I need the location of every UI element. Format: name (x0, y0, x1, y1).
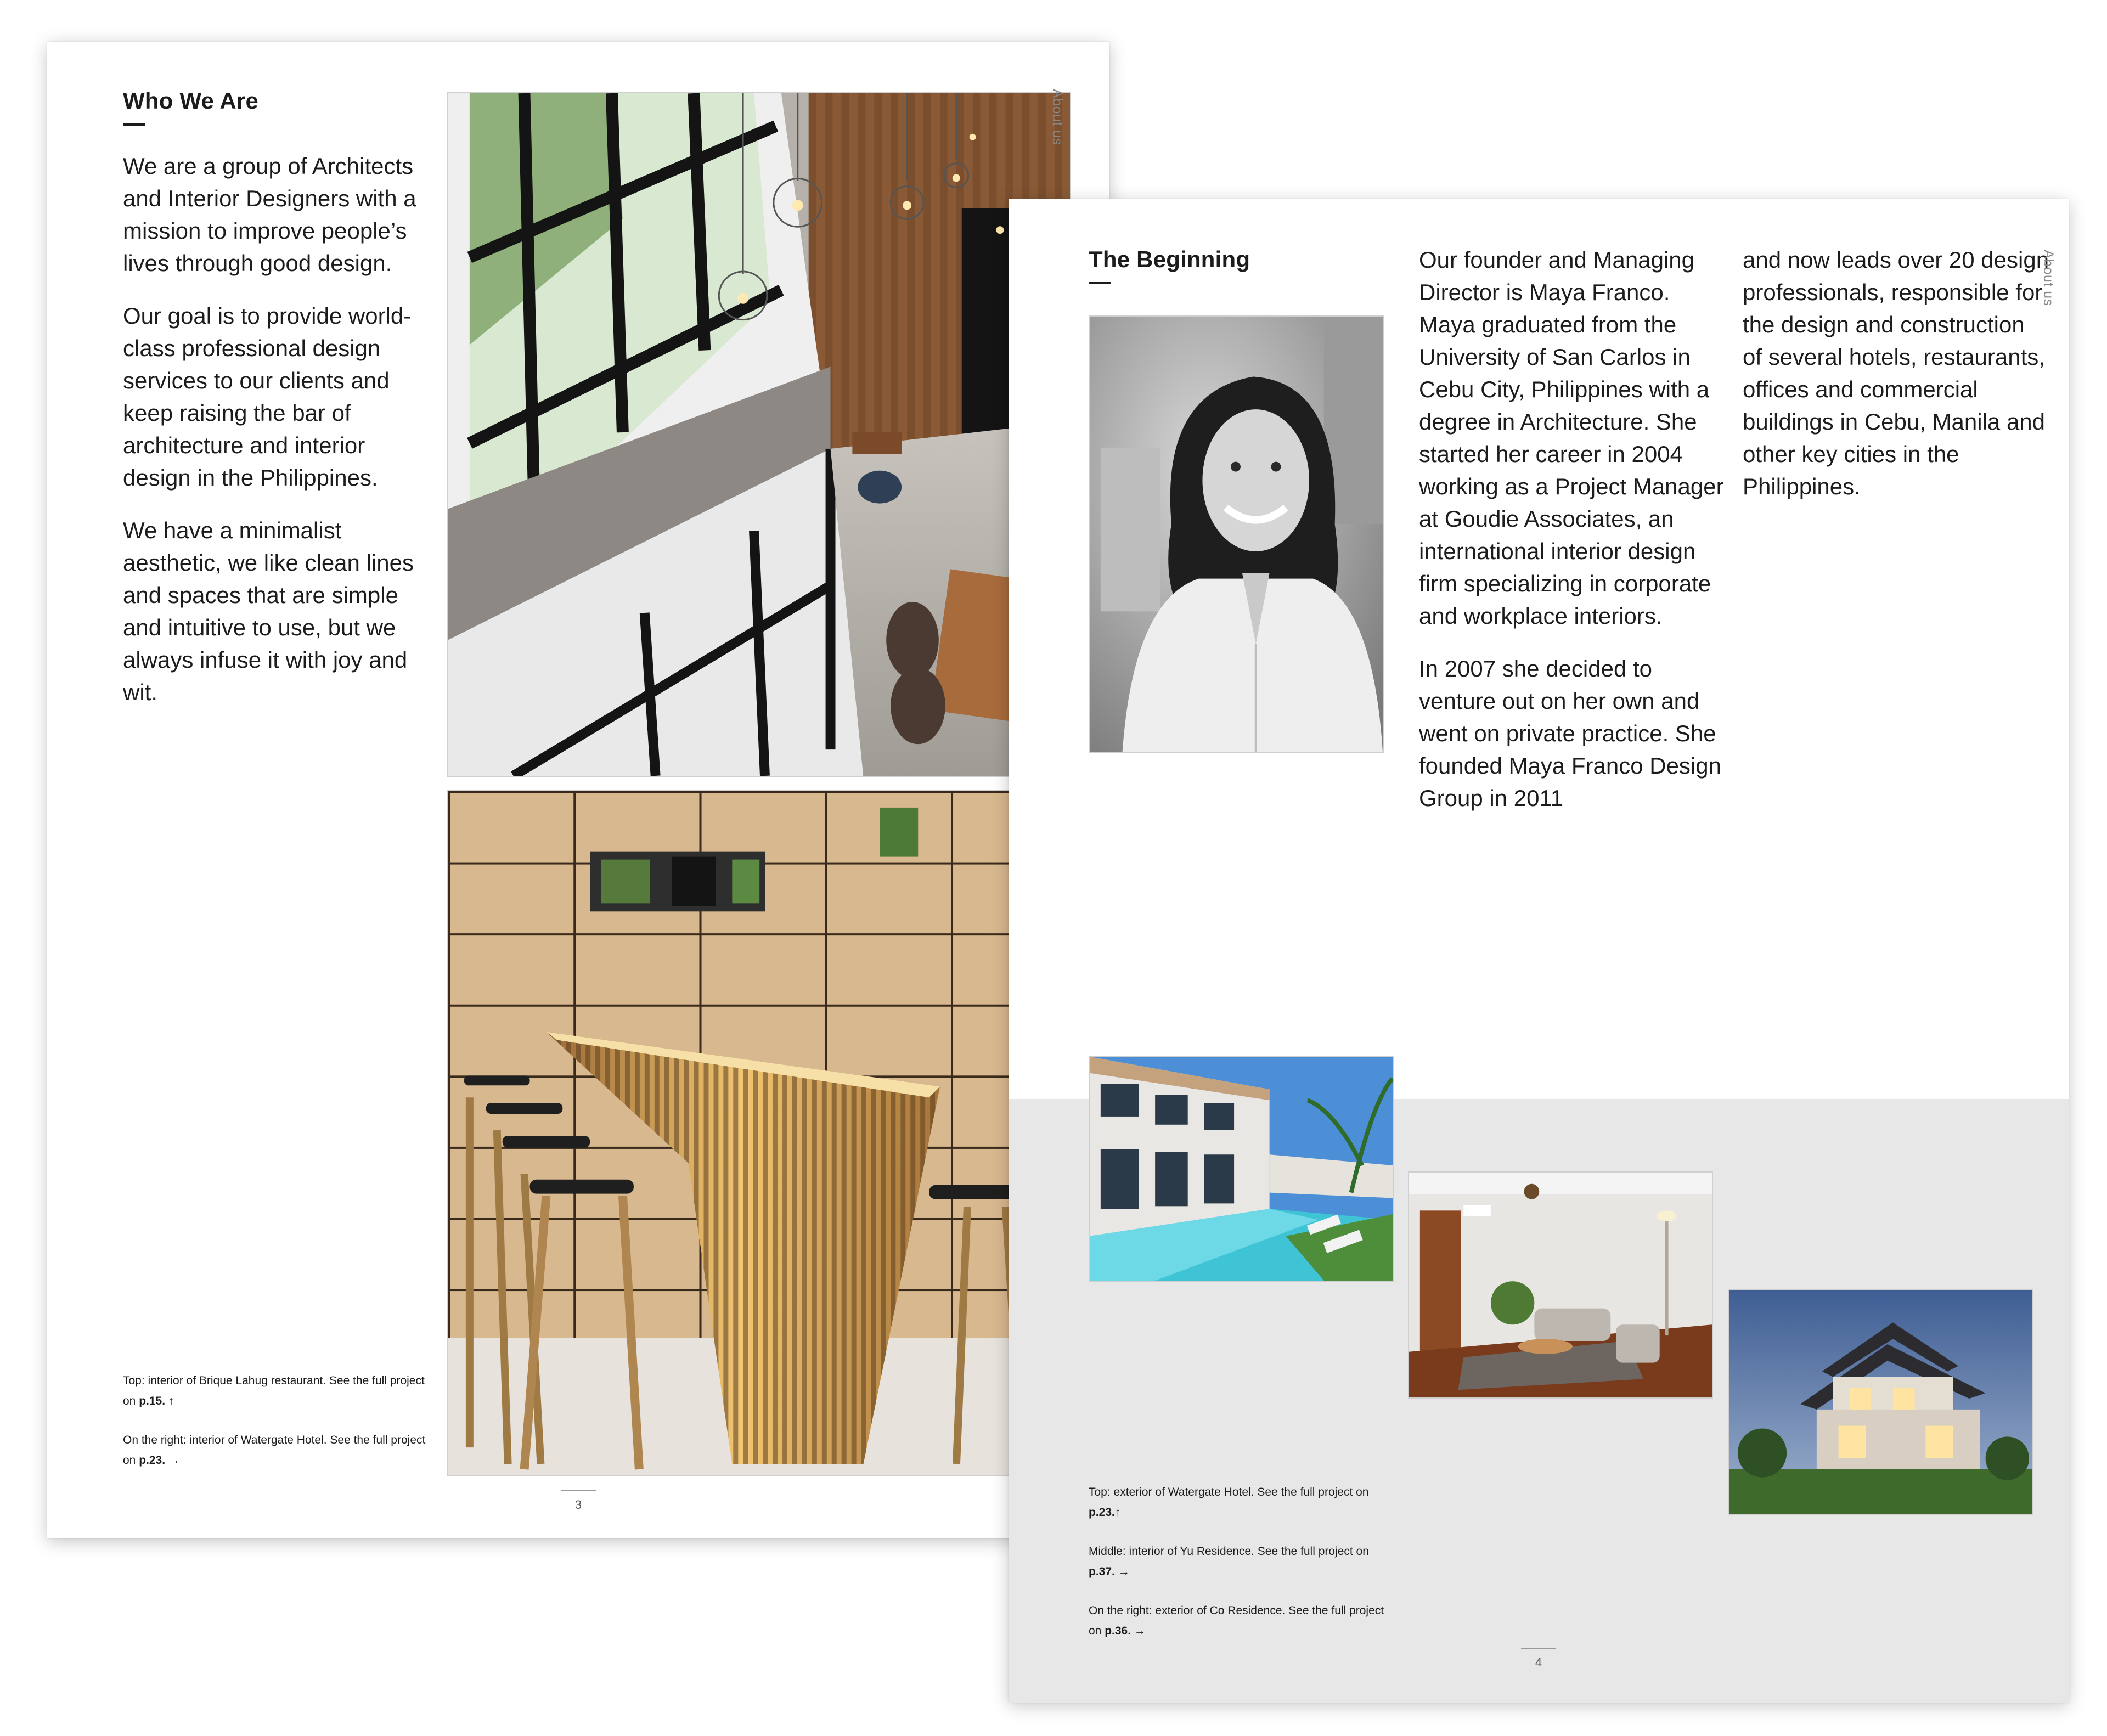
page-3-heading: Who We Are (123, 88, 259, 114)
page-number: 4 (1521, 1648, 1556, 1670)
paragraph: We have a minimalist aesthetic, we like clean lines and spaces that are simple and intuitive to use, but we always infuse it with joy and wit. (123, 517, 414, 705)
photo-maya-franco-portrait (1089, 315, 1384, 753)
paragraph: We are a group of Architects and Interior Designers with a mission to improve people’s lives through good design. (123, 153, 416, 276)
paragraph: and now leads over 20 design professionals, responsible for the design and construction of several hotels, restaurants, offices and commercial buildings in Cebu, Manila and other key cities in the Philippines. (1743, 247, 2049, 499)
caption-right: On the right: exterior of Co Residence. See the full project on p.36. → (1089, 1604, 1384, 1637)
page-ref-link[interactable]: p.23. (1089, 1506, 1115, 1519)
caption-middle: Middle: interior of Yu Residence. See the full project on p.37. → (1089, 1545, 1369, 1578)
paragraph: Our goal is to provide world-class professional design services to our clients and keep raising the bar of architecture and interior design in the Philippines. (123, 303, 412, 491)
arrow-right-icon: → (1131, 1625, 1146, 1637)
page-3-body (123, 150, 430, 729)
heading-underline (1089, 282, 1111, 284)
page-number-rule (561, 1490, 596, 1491)
page-4-column-2 (1743, 244, 2050, 523)
page-4-column-1 (1419, 244, 1726, 835)
arrow-right-icon: → (1114, 1565, 1130, 1578)
caption-right: On the right: interior of Watergate Hotel. See the full project on p.23. → (123, 1434, 426, 1467)
photo-co-residence-exterior (1728, 1289, 2033, 1515)
photo-yu-residence-interior (1408, 1171, 1713, 1399)
photo-brique-lahug-interior (447, 92, 1071, 777)
photo-watergate-hotel-exterior (1089, 1056, 1394, 1282)
page-ref-link[interactable]: p.37. (1089, 1565, 1115, 1578)
page-4-captions (1089, 1482, 1396, 1660)
page-number: 3 (561, 1490, 596, 1512)
arrow-up-icon: ↑ (165, 1395, 174, 1407)
page-ref-link[interactable]: p.15. (139, 1395, 166, 1407)
arrow-up-icon: ↑ (1114, 1506, 1121, 1519)
page-4-heading: The Beginning (1089, 246, 1250, 272)
page-ref-link[interactable]: p.23. (139, 1454, 166, 1467)
arrow-right-icon: → (165, 1454, 180, 1467)
page-3-captions (123, 1371, 430, 1489)
page-ref-link[interactable]: p.36. (1105, 1625, 1131, 1637)
paragraph: In 2007 she decided to venture out on her own and went on private practice. She founded Maya Franco Design Group in 2011 (1419, 656, 1721, 811)
side-label-about-us: About us (2041, 250, 2056, 306)
page-number-rule (1521, 1648, 1556, 1649)
page-4 (1009, 199, 2069, 1703)
heading-underline (123, 123, 145, 126)
side-label-about-us: About us (1050, 89, 1065, 145)
caption-top: Top: interior of Brique Lahug restaurant. See the full project on p.15. ↑ (123, 1374, 425, 1407)
paragraph: Our founder and Managing Director is Maya Franco. Maya graduated from the University of San Carlos in Cebu City, Philippines with a degree in Architecture. She started her career in 2004 working as a Project Manager at Goudie Associates, an international interior design firm specializing in corporate and workplace interiors. (1419, 247, 1724, 629)
caption-top: Top: exterior of Watergate Hotel. See the full project on p.23.↑ (1089, 1486, 1369, 1519)
page-3 (47, 42, 1109, 1538)
